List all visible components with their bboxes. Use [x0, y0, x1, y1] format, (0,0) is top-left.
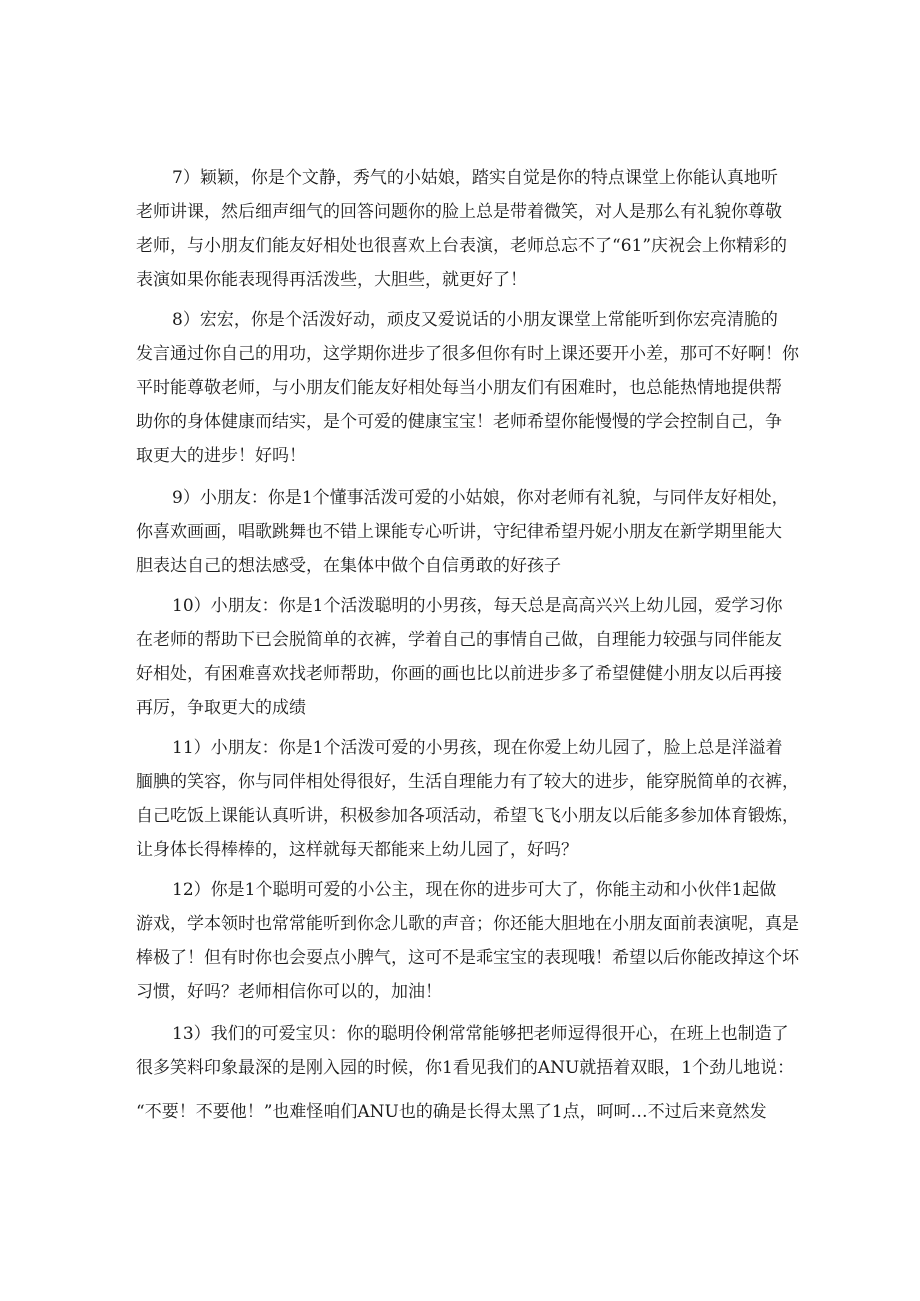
- text-line: 自己吃饭上课能认真听讲，积极参加各项活动，希望飞飞小朋友以后能多参加体育锻炼，: [136, 806, 799, 826]
- text-line: 游戏，学本领时也常常能听到你念儿歌的声音；你还能大胆地在小朋友面前表演呢，真是: [136, 914, 799, 934]
- text-line: 表演如果你能表现得再活泼些，大胆些，就更好了！: [136, 270, 527, 290]
- text-line: 取更大的进步！好吗！: [136, 446, 306, 466]
- text-line: 10）小朋友：你是1个活泼聪明的小男孩，每天总是高高兴兴上幼儿园，爱学习你: [172, 596, 783, 616]
- text-line: 13）我们的可爱宝贝：你的聪明伶俐常常能够把老师逗得很开心，在班上也制造了: [172, 1024, 789, 1044]
- text-line: 助你的身体健康而结实，是个可爱的健康宝宝！老师希望你能慢慢的学会控制自己，争: [136, 412, 782, 432]
- text-line: 发言通过你自己的用功，这学期你进步了很多但你有时上课还要开小差，那可不好啊！你: [136, 344, 799, 364]
- text-line: 习惯，好吗？老师相信你可以的，加油！: [136, 982, 442, 1002]
- text-line: 平时能尊敬老师，与小朋友们能友好相处每当小朋友们有困难时，也总能热情地提供帮: [136, 378, 782, 398]
- text-line: 好相处，有困难喜欢找老师帮助，你画的画也比以前进步多了希望健健小朋友以后再接: [136, 664, 782, 684]
- text-line: 在老师的帮助下已会脱简单的衣裤，学着自己的事情自己做，自理能力较强与同伴能友: [136, 630, 782, 650]
- text-line: 再厉，争取更大的成绩: [136, 698, 306, 718]
- text-line: 7）颖颖，你是个文静，秀气的小姑娘，踏实自觉是你的特点课堂上你能认真地听: [172, 168, 778, 188]
- text-line: 胆表达自己的想法感受，在集体中做个自信勇敢的好孩子: [136, 556, 561, 576]
- text-line: 12）你是1个聪明可爱的小公主，现在你的进步可大了，你能主动和小伙伴1起做: [172, 880, 777, 900]
- text-line: 老师讲课，然后细声细气的回答问题你的脸上总是带着微笑，对人是那么有礼貌你尊敬: [136, 202, 782, 222]
- text-line: 棒极了！但有时你也会耍点小脾气，这可不是乖宝宝的表现哦！希望以后你能改掉这个坏: [136, 948, 799, 968]
- text-line: 老师，与小朋友们能友好相处也很喜欢上台表演，老师总忘不了“61”庆祝会上你精彩的: [136, 236, 788, 256]
- text-line: 8）宏宏，你是个活泼好动，顽皮又爱说话的小朋友课堂上常能听到你宏亮清脆的: [172, 310, 778, 330]
- text-line: 9）小朋友：你是1个懂事活泼可爱的小姑娘，你对老师有礼貌，与同伴友好相处，: [172, 488, 789, 508]
- text-line: 11）小朋友：你是1个活泼可爱的小男孩，现在你爱上幼儿园了，脸上总是洋溢着: [172, 738, 783, 758]
- text-line: 你喜欢画画，唱歌跳舞也不错上课能专心听讲，守纪律希望丹妮小朋友在新学期里能大: [136, 522, 782, 542]
- text-line: 腼腆的笑容，你与同伴相处得很好，生活自理能力有了较大的进步，能穿脱简单的衣裤，: [136, 772, 799, 792]
- text-line: 很多笑料印象最深的是刚入园的时候，你1看见我们的ANU就捂着双眼，1个劲儿地说：: [136, 1058, 795, 1078]
- text-line: “不要！不要他！”也难怪咱们ANU也的确是长得太黑了1点，呵呵…不过后来竟然发: [136, 1102, 767, 1122]
- text-line: 让身体长得棒棒的，这样就每天都能来上幼儿园了，好吗？: [136, 840, 578, 860]
